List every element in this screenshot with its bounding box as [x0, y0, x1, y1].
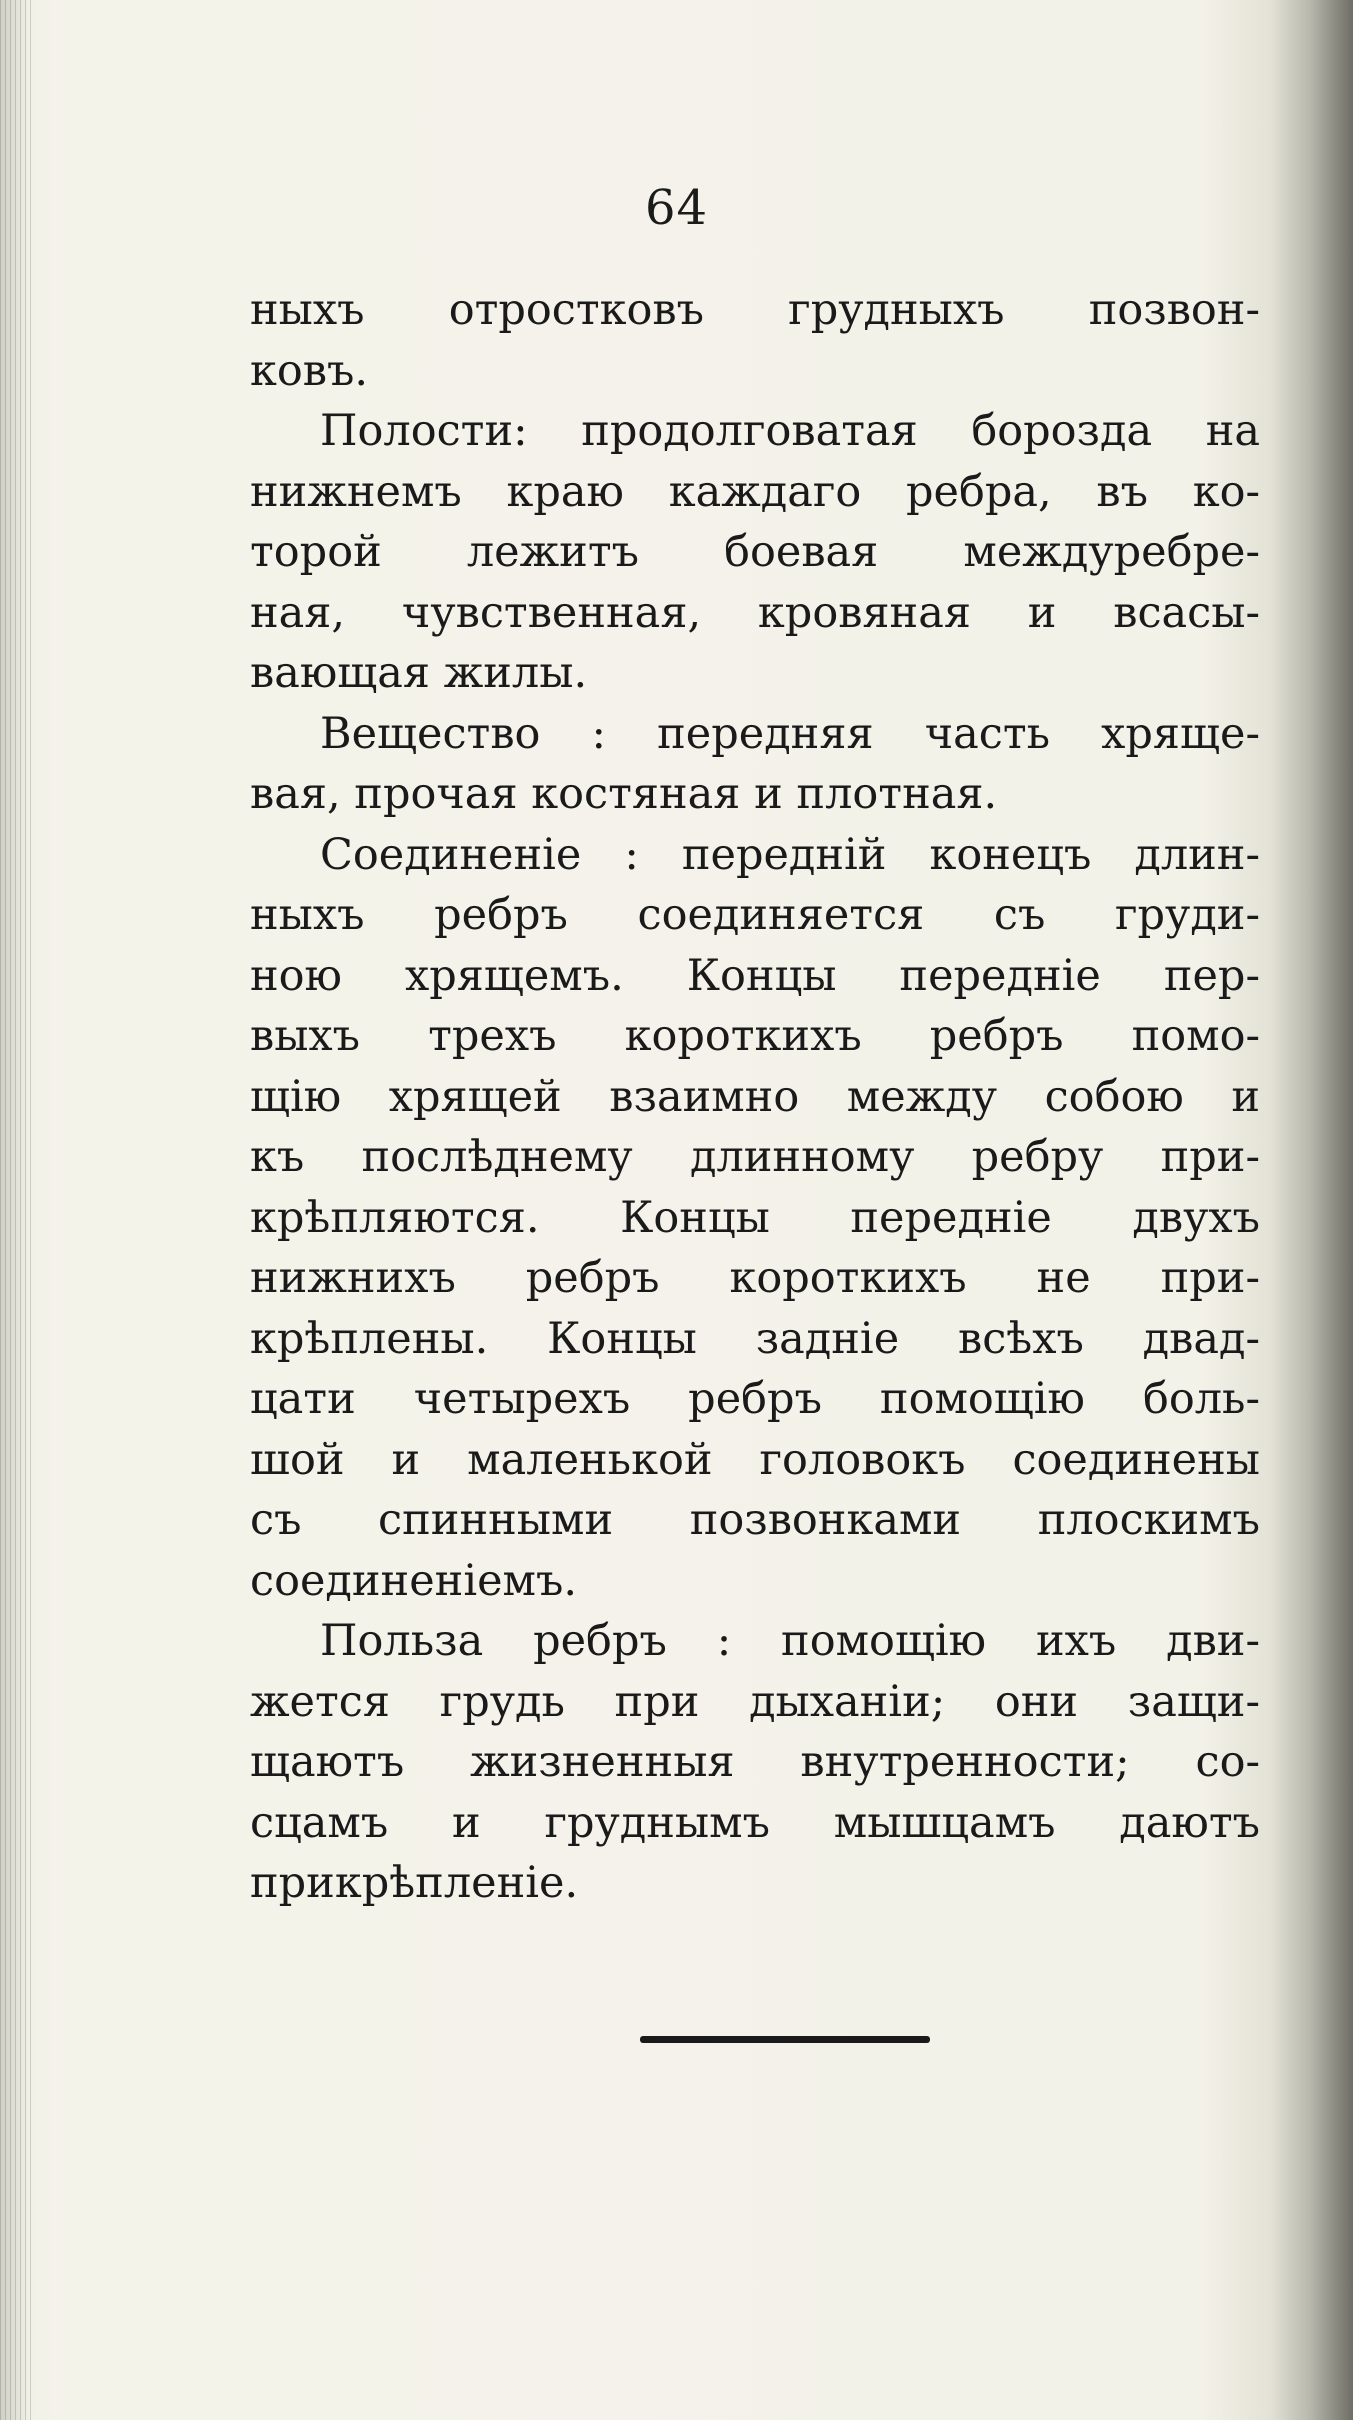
text-line: соединеніемъ.	[250, 1555, 577, 1606]
text-line: прикрѣпленіе.	[250, 1858, 579, 1908]
text-line: крѣплены. Концы задніе всѣхъ двад-	[250, 1313, 1260, 1364]
text-line: шой и маленькой головокъ соединены	[250, 1434, 1260, 1485]
text-line: Вещество : передняя часть хряще-	[320, 708, 1260, 759]
text-line: ная, чувственная, кровяная и всасы-	[250, 587, 1260, 638]
section-divider-rule	[640, 2036, 930, 2043]
text-line: Соединеніе : передній конецъ длин-	[320, 829, 1260, 880]
text-line: сцамъ и груднымъ мышцамъ даютъ	[250, 1797, 1260, 1848]
text-line: выхъ трехъ короткихъ ребръ помо-	[250, 1011, 1260, 1061]
text-line: вая, прочая костяная и плотная.	[250, 769, 998, 819]
text-line: Полости: продолговатая борозда на	[320, 406, 1260, 456]
text-line: жется грудь при дыханіи; они защи-	[250, 1676, 1260, 1727]
text-line: ковъ.	[250, 345, 368, 396]
text-line: Польза ребръ : помощію ихъ дви-	[320, 1616, 1260, 1666]
text-line: щаютъ жизненныя внутренности; со-	[250, 1737, 1260, 1787]
text-line: вающая жилы.	[250, 648, 588, 698]
page-gutter	[0, 0, 34, 2420]
text-line: ныхъ ребръ соединяется съ груди-	[250, 890, 1260, 940]
text-line: нижнихъ ребръ короткихъ не при-	[250, 1253, 1260, 1303]
page-number: 64	[644, 180, 709, 236]
text-line: торой лежитъ боевая междуребре-	[250, 527, 1260, 577]
text-line: къ послѣднему длинному ребру при-	[250, 1132, 1260, 1182]
text-line: крѣпляются. Концы передніе двухъ	[250, 1192, 1260, 1243]
text-line: ныхъ отростковъ грудныхъ позвон-	[250, 285, 1260, 335]
text-line: съ спинными позвонками плоскимъ	[250, 1495, 1260, 1545]
text-line: ною хрящемъ. Концы передніе пер-	[250, 950, 1260, 1001]
body-text	[250, 280, 1260, 1914]
text-line: нижнемъ краю каждаго ребра, въ ко-	[250, 466, 1260, 517]
text-line: щію хрящей взаимно между собою и	[250, 1071, 1260, 1122]
text-line: цати четырехъ ребръ помощію боль-	[250, 1374, 1260, 1424]
